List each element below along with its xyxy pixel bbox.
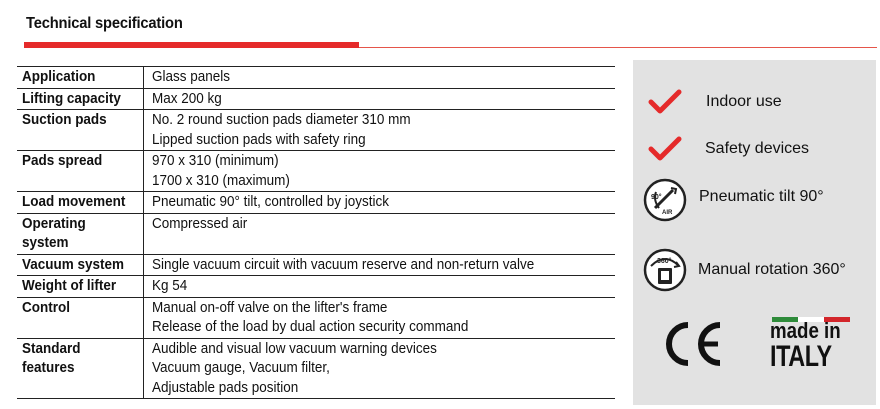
svg-text:AIR: AIR <box>662 210 673 216</box>
spec-row <box>17 338 615 399</box>
spec-label-text: Lifting capacity <box>22 90 121 107</box>
spec-label-text: Load movement <box>22 194 126 210</box>
spec-row <box>17 110 615 151</box>
spec-value-line: Max 200 kg <box>151 90 222 107</box>
spec-value <box>143 67 615 89</box>
spec-value-line: Adjustable pads position <box>151 379 298 396</box>
spec-row <box>17 213 615 254</box>
spec-label <box>17 338 143 399</box>
check-icon <box>648 136 682 162</box>
spec-label <box>17 151 143 192</box>
spec-value <box>143 110 615 151</box>
spec-value-line: Lipped suction pads with safety ring <box>151 131 366 148</box>
spec-label-line: Standard <box>22 340 81 357</box>
feature-indoor-use <box>648 89 782 115</box>
spec-label <box>17 110 143 151</box>
spec-value <box>143 254 615 276</box>
tilt-90-air-icon <box>643 178 687 222</box>
title-divider-line <box>359 47 877 48</box>
spec-label-text: Pads spread <box>22 153 103 169</box>
spec-label-line: features <box>22 360 75 376</box>
spec-value-line: Release of the load by dual action security command <box>151 319 468 335</box>
spec-row <box>17 67 615 89</box>
spec-row <box>17 254 615 276</box>
spec-value-line: Audible and visual low vacuum warning devices <box>151 340 437 357</box>
spec-label-line: Operating <box>22 215 86 232</box>
made-in-italy-logo <box>770 317 852 377</box>
spec-value <box>143 192 615 214</box>
spec-value <box>143 338 615 399</box>
page-title: Technical specification <box>26 15 183 32</box>
italy-text: ITALY <box>770 340 832 373</box>
spec-value-line: No. 2 round suction pads diameter 310 mm <box>151 112 411 128</box>
spec-label <box>17 213 143 254</box>
spec-value <box>143 276 615 298</box>
spec-label-line: system <box>22 235 69 251</box>
spec-row <box>17 88 615 110</box>
spec-label-text: Application <box>22 69 96 85</box>
ce-mark-logo <box>660 319 724 369</box>
spec-value-line: Single vacuum circuit with vacuum reserve and non-return valve <box>151 256 534 273</box>
check-icon <box>648 89 682 115</box>
spec-label <box>17 297 143 338</box>
spec-label <box>17 192 143 214</box>
spec-value-line: 970 x 310 (minimum) <box>151 153 279 169</box>
made-in-text: made in <box>770 318 841 343</box>
spec-label <box>17 88 143 110</box>
feature-label: Pneumatic tilt 90° <box>699 188 824 205</box>
spec-row <box>17 276 615 298</box>
spec-label-text: Suction pads <box>22 112 107 128</box>
feature-pneumatic-tilt <box>643 178 824 222</box>
spec-row <box>17 297 615 338</box>
feature-label: Indoor use <box>706 93 782 110</box>
feature-safety-devices <box>648 136 809 162</box>
spec-value <box>143 297 615 338</box>
spec-value <box>143 88 615 110</box>
spec-value-line: Compressed air <box>151 215 247 232</box>
spec-value-line: Vacuum gauge, Vacuum filter, <box>151 360 330 376</box>
spec-label <box>17 67 143 89</box>
rotation-360-icon <box>643 248 687 292</box>
spec-row <box>17 192 615 214</box>
spec-label-text: Weight of lifter <box>22 278 117 294</box>
spec-value-line: Pneumatic 90° tilt, controlled by joystick <box>151 194 389 210</box>
spec-label <box>17 276 143 298</box>
spec-value-line: Glass panels <box>151 69 230 85</box>
svg-text:360°: 360° <box>657 258 672 265</box>
spec-table <box>17 66 615 399</box>
title-underline-bar <box>24 42 359 48</box>
spec-label-text: Vacuum system <box>22 256 124 273</box>
spec-value-line: Manual on-off valve on the lifter's frame <box>151 299 387 316</box>
spec-value-line: 1700 x 310 (maximum) <box>151 172 290 189</box>
feature-manual-rotation <box>643 248 846 292</box>
feature-label: Manual rotation 360° <box>698 261 846 278</box>
feature-label: Safety devices <box>705 140 810 157</box>
spec-row <box>17 151 615 192</box>
spec-value <box>143 213 615 254</box>
spec-label <box>17 254 143 276</box>
spec-value <box>143 151 615 192</box>
svg-text:90°: 90° <box>651 194 662 201</box>
spec-value-line: Kg 54 <box>151 278 187 294</box>
spec-label-text: Control <box>22 299 70 316</box>
